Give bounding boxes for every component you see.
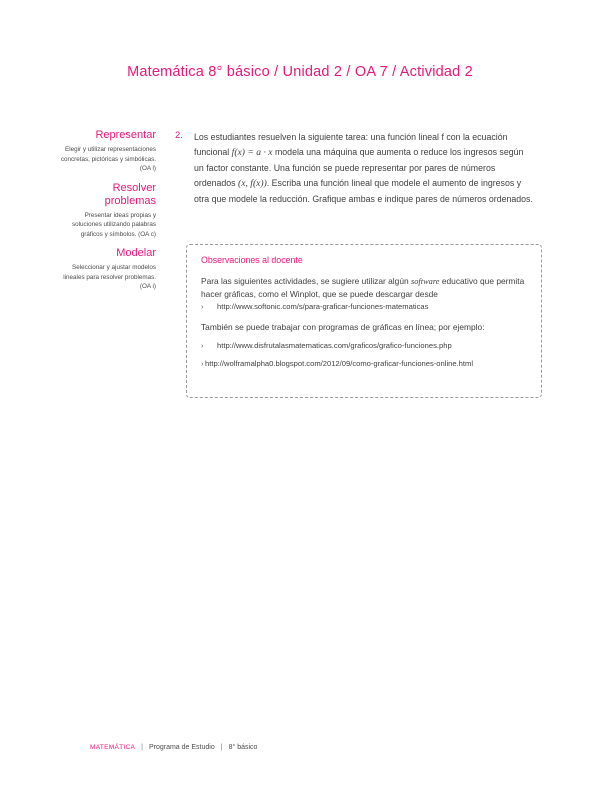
teacher-notes-heading: Observaciones al docente [201, 255, 303, 265]
softonic-link[interactable]: http://www.softonic.com/s/para-graficar-funciones-matematicas [217, 302, 429, 311]
wolframalpha-link[interactable]: http://wolframalpha0.blogspot.com/2012/09/como-graficar-funciones-online.html [205, 359, 474, 368]
formula-function: f(x) = a · x [231, 147, 273, 159]
skill-block-representar [60, 129, 156, 174]
task-text-part: Los estudiantes resuelven la siguiente tarea: una función lineal f con la ecuación funcional [194, 132, 508, 158]
footer-separator: | [220, 744, 223, 751]
footer-subject: MATEMÁTICA [90, 744, 136, 751]
link-item [201, 340, 529, 352]
skill-block-modelar [60, 247, 156, 292]
teacher-notes-box [186, 244, 542, 398]
activity-task [175, 130, 535, 207]
paragraph-italic: software [410, 277, 440, 286]
teacher-notes-paragraph: También se puede trabajar con programas de gráficas en línea; por ejemplo: [201, 322, 485, 332]
paragraph-text: educativo que permita hacer gráficas, como el Winplot, que se puede descargar desde [201, 276, 525, 299]
paragraph-text: Para las siguientes actividades, se sugiere utilizar algún [201, 276, 411, 286]
link-item [201, 301, 529, 313]
skill-block-resolver-problemas [60, 182, 156, 240]
page-title: Matemática 8° básico / Unidad 2 / OA 7 / Actividad 2 [127, 64, 473, 80]
task-number: 2. [175, 130, 183, 141]
task-text-part: . Escriba una función lineal que modele el aumento de ingresos y otra que modele la reducción. Grafique ambas e indique pares de números ordenados. [194, 178, 533, 204]
skill-text: Elegir y utilizar representaciones concretas, pictóricas y simbólicas. (OA l) [60, 146, 156, 172]
sidebar-skills [60, 129, 156, 300]
task-statement [194, 130, 535, 207]
footer-level: 8° básico [228, 744, 258, 751]
link-item [201, 358, 529, 370]
skill-text: Presentar ideas propias y soluciones utilizando palabras gráficos y símbolos. (OA c) [71, 211, 156, 238]
chevron-right-icon: › [201, 302, 204, 311]
footer-program: Programa de Estudio [148, 744, 215, 751]
skill-heading: Modelar [116, 247, 156, 259]
formula-ordered-pair: (x, f(x)) [238, 178, 267, 190]
task-text-part: modela una máquina que aumenta o reduce los ingresos según un factor constante. Una función se puede representar por pares de números ordenados [194, 147, 524, 189]
disfrutalasmatematicas-link[interactable]: http://www.disfrutalasmatematicas.com/graficos/grafico-funciones.php [217, 341, 452, 350]
chevron-right-icon: › [201, 359, 204, 368]
skill-heading: Representar [95, 129, 156, 141]
skill-heading: Resolver problemas [104, 181, 156, 207]
chevron-right-icon: › [201, 341, 204, 350]
footer-separator: | [141, 744, 143, 751]
page-footer [90, 744, 257, 751]
skill-text: Seleccionar y ajustar modelos lineales para resolver problemas. (OA i) [63, 264, 156, 290]
teacher-notes-paragraph [201, 275, 529, 301]
